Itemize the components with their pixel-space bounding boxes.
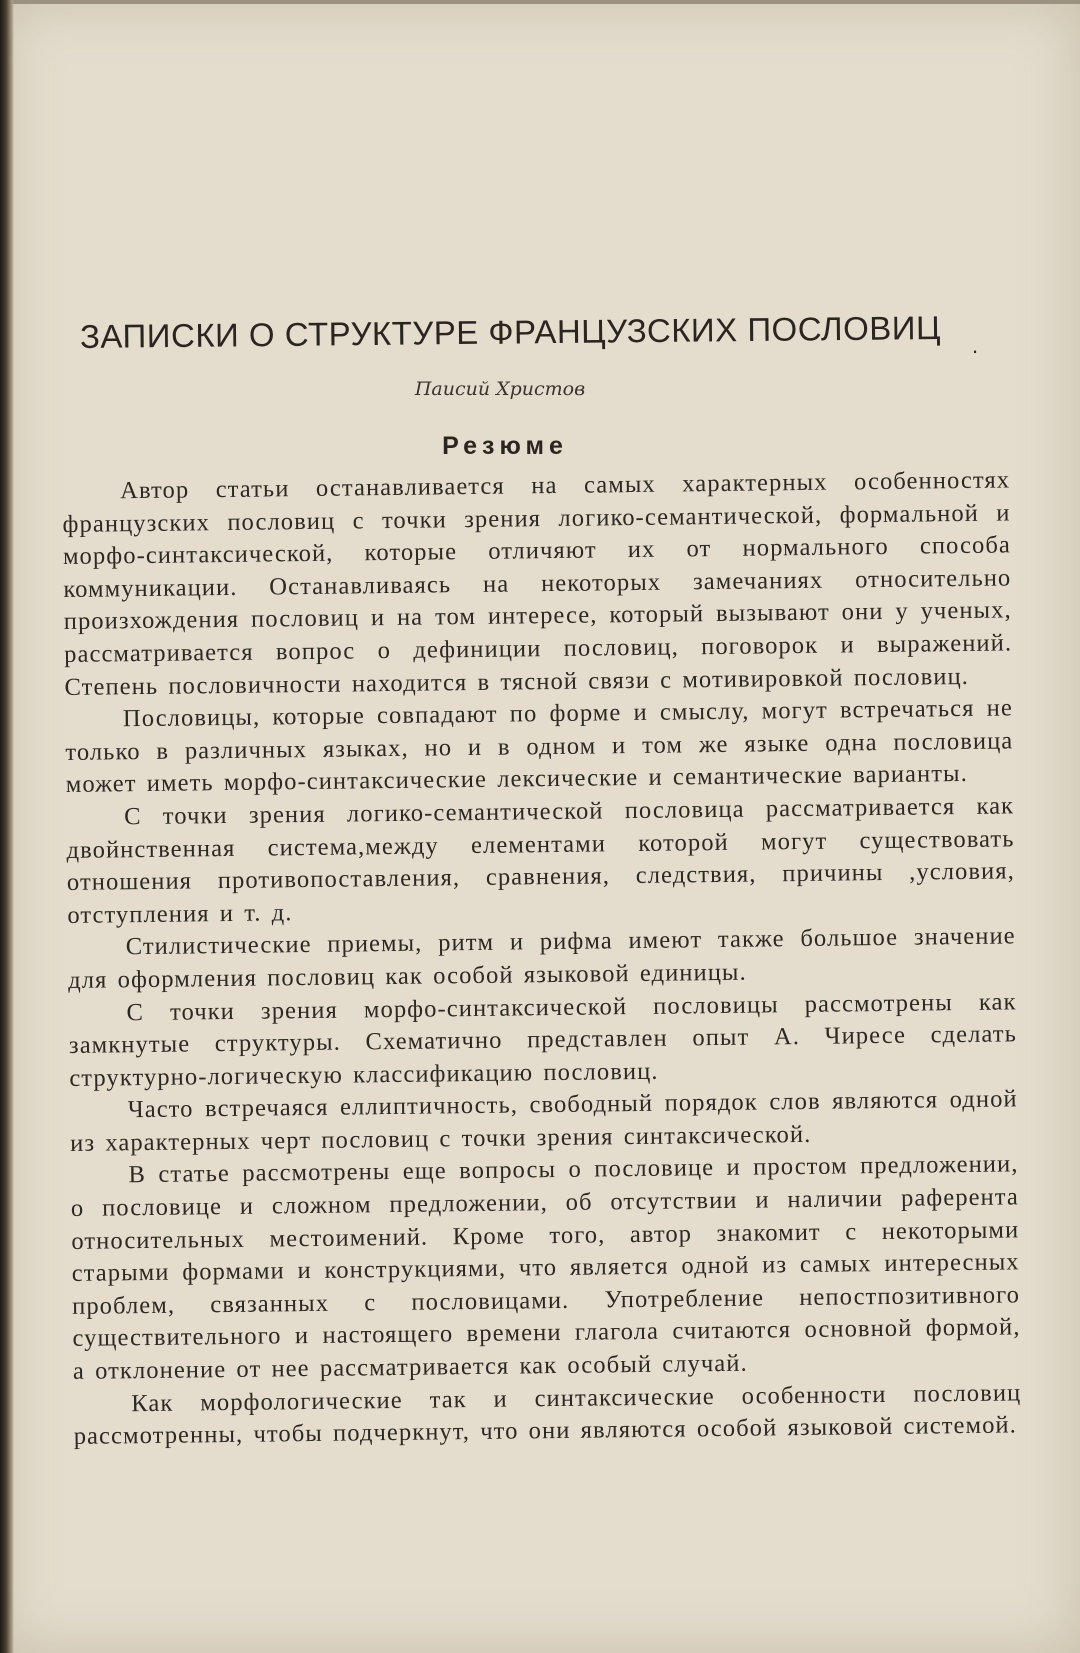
- book-binding-edge: [0, 0, 14, 1653]
- summary-body: [62, 464, 1022, 1453]
- paragraph-5: С точки зрения морфо-синтаксической пословицы рассмотрены как замкнутые структуры. Схематично представлен опыт А. Чиресе сделать структурно-логическую классификацию пословиц.: [68, 987, 1018, 1092]
- paragraph-3: С точки зрения логико-семантической пословица рассматривается как двойнственная система,между елементами которой могут существовать отношения противопоставления, сравнения, следствия, причины ,условия, отступления и т. д.: [66, 792, 1016, 929]
- article-title: ЗАПИСКИ О СТРУКТУРЕ ФРАНЦУЗСКИХ ПОСЛОВИЦ: [79, 308, 942, 355]
- paragraph-1: Автор статьи останавливается на самых характерных особенностях французских пословиц с точки зрения логико-семантической, формальной и морфо-синтаксической, которые отличяют их от нормального способа коммуникации. Останавливаясь на некоторых замечаниях относительно произхождения пословиц и на том интересе, который вызывают они у ученых, рассматривается вопрос о дефиниции пословиц, поговорок и выражений. Степень пословичности находится в тясной связи с мотивировкой пословиц.: [62, 466, 1013, 701]
- author-name: Паисий Христов: [414, 378, 586, 400]
- paragraph-2: Пословицы, которые совпадают по форме и смыслу, могут встречаться не только в различных языках, но и в одном и том же языке одна пословица может иметь морфо-синтаксические лексические и семантические варианты.: [65, 694, 1014, 799]
- paragraph-7: В статье рассмотрены еще вопросы о пословице и простом предложении, о пословице и сложном предложении, об отсутствии и наличии раферента относительных местоимений. Кроме того, автор знакомит с некоторыми старыми формами и конструкциями, что является одной из самых интересных проблем, связанных с пословицами. Употребление непостпозитивного существительного и настоящего времени глагола считаются основной формой, а отклонение от нее рассматривается как особый случай.: [70, 1150, 1021, 1385]
- page-top-edge: [0, 0, 1080, 4]
- section-heading: Резюме: [442, 432, 568, 460]
- paragraph-8: Как морфологические так и синтаксические особенности пословиц рассмотренны, чтобы подчеркнут, что они являются особой языковой системой.: [73, 1378, 1022, 1451]
- paragraph-4: Стилистические приемы, ритм и рифма имеют также большое значение для оформления пословиц как особой языковой единицы.: [67, 922, 1016, 994]
- title-trailing-mark: .: [972, 333, 979, 358]
- paragraph-6: Часто встречаяся еллиптичность, свободный порядок слов являются одной из характерных черт пословиц с точки зрения синтаксической.: [69, 1085, 1018, 1157]
